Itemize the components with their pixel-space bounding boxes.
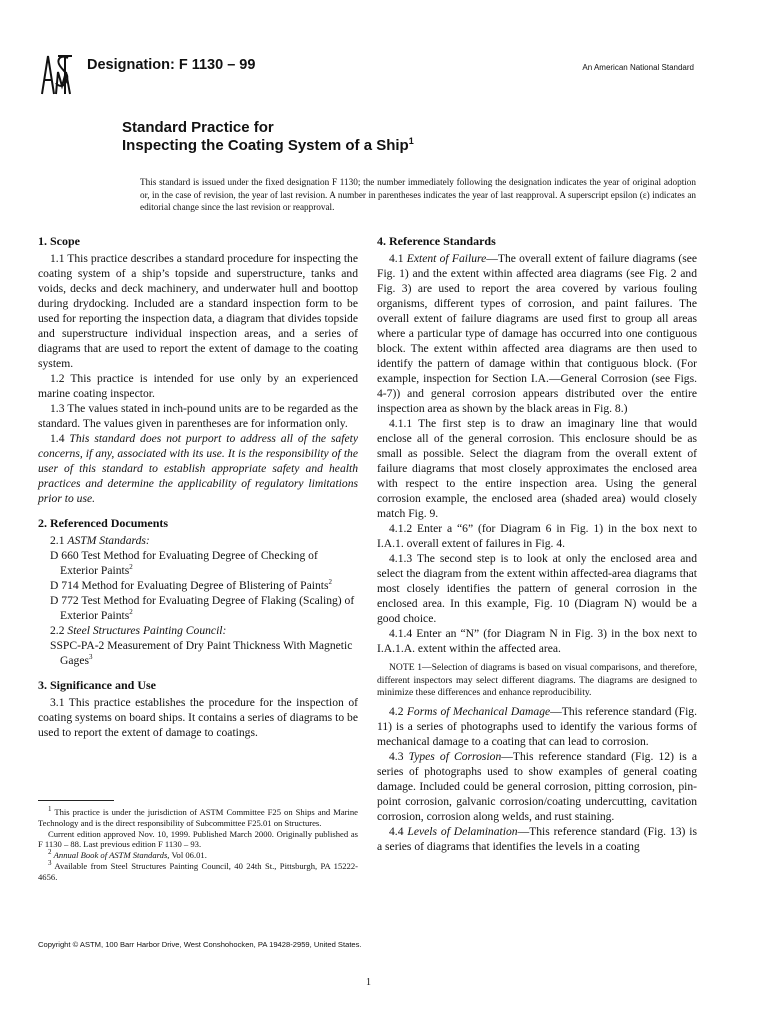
title-footnote-mark: 1 [408, 136, 414, 146]
note-1: NOTE 1—Selection of diagrams is based on visual comparisons, and therefore, different inspectors may select different diagrams. The diagrams are designed to minimize these differences and enhance reproducibility. [377, 662, 697, 698]
paragraph-1-2: 1.2 This practice is intended for use only by an experienced marine coating inspector. [38, 372, 358, 400]
footnote-text: , Vol 06.01. [167, 850, 207, 861]
paragraph-number: 1.4 [50, 432, 65, 445]
paragraph-term: Extent of Failure [406, 252, 487, 265]
footnote-text: This practice is under the jurisdiction of ASTM Committee F25 on Ships and Marine Technology and is the direct responsibility of Subcommittee F25.01 on Structures. [38, 807, 358, 828]
right-column [377, 234, 697, 854]
paragraph-term: Types of Corrosion [408, 749, 502, 763]
paragraph-4-2 [377, 704, 697, 749]
paragraph-number: 4.3 [389, 749, 404, 763]
national-standard-label: An American National Standard [582, 63, 694, 72]
paragraph-4-1-1: 4.1.1 The first step is to draw an imaginary line that would enclose all of the general corrosion. This enclosure should be as small as possible. Select the diagram from the overall extent of failure diagrams that most closely approximates the enclosed area with respect to the entire inspection area. Using the general corrosion example, the enclosed area (shaded area) would closely match Fig. 9. [377, 417, 697, 520]
paragraph-4-1-3: 4.1.3 The second step is to look at only the enclosed area and select the diagram from the extent within affected-area diagrams that most closely identifies the pattern of general corrosion in the enclosed area. In this example, Fig. 10 (Diagram N) would be a good choice. [377, 552, 697, 625]
footnote-mark: 2 [328, 578, 333, 587]
paragraph-4-1 [377, 251, 697, 416]
title-text: Inspecting the Coating System of a Ship [122, 137, 409, 154]
footnote-text: Available from Steel Structures Painting Council, 40 24th St., Pittsburgh, PA 15222-4656. [38, 860, 358, 882]
reference-d660 [50, 548, 358, 578]
paragraph-3-1: 3.1 This practice establishes the procedure for the inspection of coating systems on board ships. It contains a series of diagrams to be used to report the extent of damage to coatings. [38, 696, 358, 739]
reference-text: D 660 Test Method for Evaluating Degree of Checking of Exterior Paints [50, 549, 318, 577]
reference-text: SSPC-PA-2 Measurement of Dry Paint Thickness With Magnetic Gages [50, 639, 353, 667]
footnote-mark: 3 [88, 653, 93, 662]
footnote-mark: 2 [129, 563, 133, 572]
subheading-astm-standards [38, 533, 358, 548]
copyright-notice: Copyright © ASTM, 100 Barr Harbor Drive, West Conshohocken, PA 19428-2959, United States. [38, 940, 362, 949]
footnote-mark: 2 [48, 848, 52, 857]
left-column [38, 234, 358, 740]
title-line-2 [122, 137, 414, 154]
paragraph-1-1: 1.1 This practice describes a standard procedure for inspecting the coating system of a ship’s topside and superstructure, tanks and voids, decks and deck machinery, and underwater hull and boottop during drydocking. Included are a standard inspection form to be used for reporting the inspection data, a diagram that divides topside and superstructure individual inspection areas, and a series of diagrams that are used to report the extent of damage to the coating system. [38, 252, 358, 370]
paragraph-number: 4.1 [389, 252, 404, 265]
astm-logo [38, 50, 74, 98]
footnote-1 [38, 807, 358, 829]
subheading-number: 2.1 [50, 534, 65, 547]
paragraph-1-4 [38, 431, 358, 506]
paragraph-1-3: 1.3 The values stated in inch-pound units are to be regarded as the standard. The values given in parentheses are for information only. [38, 402, 358, 430]
section-heading-significance: 3. Significance and Use [38, 678, 157, 692]
subheading-number: 2.2 [50, 624, 65, 637]
reference-sspc-pa-2 [50, 638, 358, 668]
paragraph-4-1-4: 4.1.4 Enter an “N” (for Diagram N in Fig. 3) in the box next to I.A.1.A. extent within the affected area. [377, 627, 697, 655]
reference-d714 [50, 578, 358, 593]
reference-text: D 714 Method for Evaluating Degree of Blistering of Paints [50, 579, 329, 592]
paragraph-term: Levels of Delamination [407, 824, 518, 838]
designation: Designation: F 1130 – 99 [87, 57, 256, 73]
footnote-mark: 2 [129, 608, 133, 617]
footnotes [38, 807, 358, 883]
subheading-text: ASTM Standards: [67, 534, 150, 547]
reference-d772 [50, 593, 358, 623]
paragraph-text: This standard does not purport to address all of the safety concerns, if any, associated with its use. It is the responsibility of the user of this standard to establish appropriate safety and health practices and determine the applicability of regulatory limitations prior to use. [38, 432, 358, 505]
footnote-mark: 3 [48, 859, 52, 868]
footnote-rule [38, 800, 114, 801]
paragraph-4-3 [377, 749, 697, 824]
footnote-title: Annual Book of ASTM Standards [53, 850, 168, 861]
section-heading-reference-standards: 4. Reference Standards [377, 234, 496, 248]
intro-paragraph: This standard is issued under the fixed designation F 1130; the number immediately following the designation indicates the year of original adoption or, in the case of revision, the year of last revision. A number in parentheses indicates the year of last reapproval. A superscript epsilon (ε) indicates an editorial change since the last revision or reapproval. [140, 177, 696, 212]
paragraph-text: —This reference standard (Fig. 11) is a series of photographs used to identify the various forms of mechanical damage to a coating that can lead to corrosion. [377, 704, 698, 748]
footnote-mark: 1 [48, 805, 52, 814]
section-heading-scope: 1. Scope [38, 234, 80, 248]
paragraph-text: —This reference standard (Fig. 13) is a series of diagrams that identifies the levels in a coating [377, 824, 697, 853]
reference-text: D 772 Test Method for Evaluating Degree of Flaking (Scaling) of Exterior Paints [50, 594, 355, 622]
paragraph-text: —The overall extent of failure diagrams (see Fig. 1) and the extent within affected area diagrams (see Fig. 2 and Fig. 3) are used to report the area covered by various fouling organisms, different types of corrosion, and paint failures. The overall extent of failure diagrams are used first to group all areas where a particular type of damage has occurred into one contiguous block. The extent within affected area diagrams are then used to identify the pattern of damage within that contiguous block. (For example, inspection for Section I.A.—General Corrosion (see Figs. 4-7)) and general corrosion appears distributed over the entire inspection area as shown by the black areas in Fig. 8.) [377, 252, 697, 415]
section-heading-referenced-documents: 2. Referenced Documents [38, 516, 169, 530]
footnote-3 [38, 861, 358, 883]
paragraph-4-4 [377, 824, 697, 854]
subheading-text: Steel Structures Painting Council: [67, 624, 227, 637]
footnote-2 [38, 850, 358, 861]
paragraph-term: Forms of Mechanical Damage [406, 704, 551, 718]
page-number: 1 [366, 977, 371, 988]
title-line-1: Standard Practice for [122, 119, 274, 136]
footnote-1-continued: Current edition approved Nov. 10, 1999. Published March 2000. Originally published as F 1130 – 88. Last previous edition F 1130 – 93. [38, 828, 358, 850]
paragraph-text: —This reference standard (Fig. 12) is a series of photographs used to show examples of general coating damage. Included could be general corrosion, pitting corrosion, pin-point corrosion, galvanic corrosion/coating undercutting, cavitation corrosion, corrosion along welds, and rust staining. [377, 749, 698, 823]
paragraph-number: 4.4 [389, 824, 404, 838]
paragraph-4-1-2: 4.1.2 Enter a “6” (for Diagram 6 in Fig. 1) in the box next to I.A.1. overall extent of failures in Fig. 4. [377, 522, 697, 550]
paragraph-number: 4.2 [389, 704, 404, 718]
subheading-sspc [38, 623, 358, 638]
